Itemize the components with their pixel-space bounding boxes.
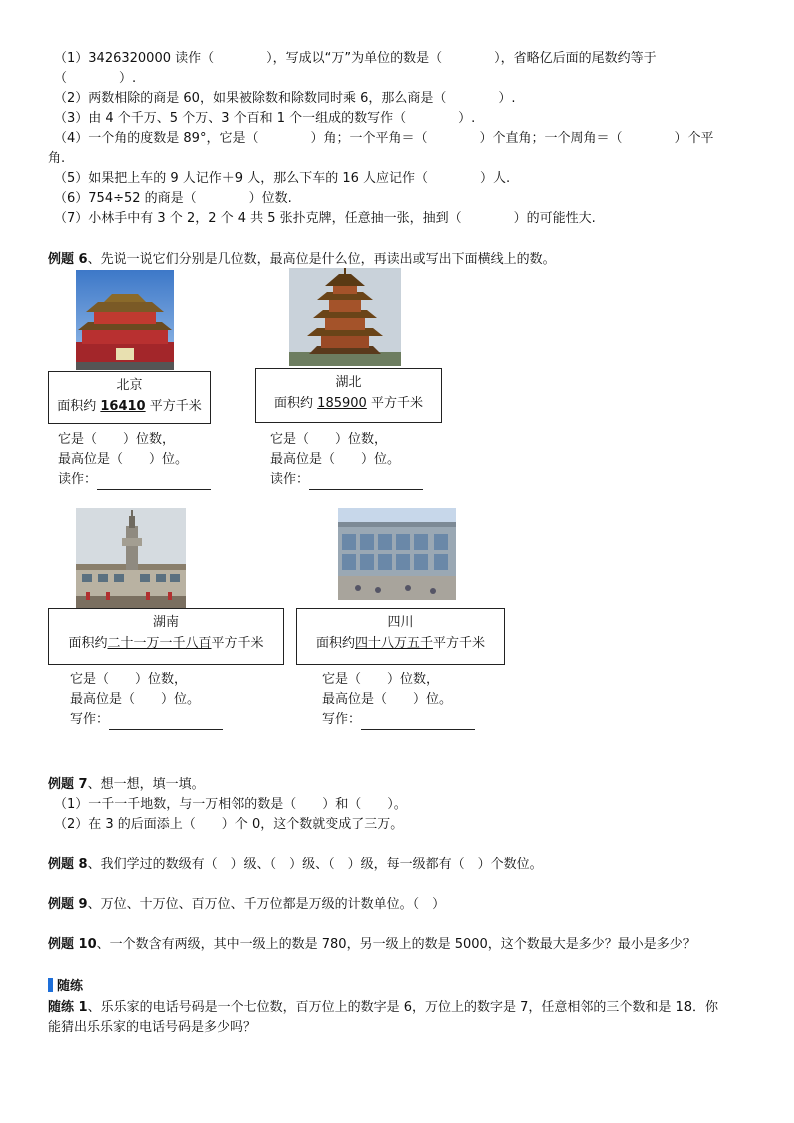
tiananmen-photo: [76, 270, 174, 370]
drill-1-label: 随练 1: [48, 1000, 88, 1015]
example-7-item-2: （2）在 3 的后面添上（ ）个 0，这个数就变成了三万。: [54, 817, 404, 832]
area-value: 185900: [317, 396, 367, 411]
example-7-prompt: [48, 775, 205, 795]
practice-line-2: （2）两数相除的商是 60，如果被除数和除数同时乘 6，那么商是（ ）.: [54, 91, 516, 106]
card-sichuan: [296, 608, 505, 665]
beijing-q-read: [58, 470, 211, 490]
changsha-station-photo: [76, 508, 186, 608]
practice-line-4-cont: 角.: [48, 151, 66, 166]
example-10-label: 例题 10: [48, 937, 97, 952]
area-suffix: 平方千米: [211, 636, 264, 651]
example-10-prompt: [48, 935, 696, 955]
beijing-q-digits: 它是（ ）位数，: [58, 432, 176, 447]
practice-line-1: （1）3426320000 读作（ ），写成以“万”为单位的数是（ ），省略亿后面的尾数约等于: [54, 51, 657, 66]
section-title: [48, 977, 83, 997]
area-suffix: 平方千米: [145, 399, 202, 414]
sichuan-q-highest: 最高位是（ ）位。: [322, 692, 453, 707]
sichuan-q-digits: 它是（ ）位数，: [322, 672, 440, 687]
card-beijing: [48, 371, 211, 424]
practice-line-5: （5）如果把上车的 9 人记作＋9 人，那么下车的 16 人应记作（ ）人.: [54, 171, 511, 186]
area-prefix: 面积约: [274, 396, 318, 411]
write-label: 写作：: [322, 712, 362, 727]
area-suffix: 平方千米: [433, 636, 486, 651]
area-suffix: 平方千米: [366, 396, 423, 411]
card-hunan: [48, 608, 284, 665]
answer-line[interactable]: [361, 715, 475, 730]
read-label: 读作：: [270, 472, 310, 487]
hubei-q-read: [270, 470, 423, 490]
example-6-label: 例题 6: [48, 252, 88, 267]
example-9-label: 例题 9: [48, 897, 88, 912]
example-9-text: 、万位、十万位、百万位、千万位都是万级的计数单位。（ ）: [87, 897, 446, 912]
example-8-prompt: [48, 855, 543, 875]
area-value: 二十一万一千八百: [107, 636, 212, 651]
example-6-text: 、先说一说它们分别是几位数，最高位是什么位，再读出或写出下面横线上的数。: [87, 252, 556, 267]
area-value: 16410: [100, 399, 146, 414]
drill-1-text: 、乐乐家的电话号码是一个七位数，百万位上的数字是 6，万位上的数字是 7，任意相邻的三个数和是 18．你: [87, 1000, 719, 1015]
area-prefix: 面积约: [315, 636, 355, 651]
answer-line[interactable]: [309, 475, 423, 490]
card-sichuan-area: [297, 633, 504, 654]
read-label: 读作：: [58, 472, 98, 487]
card-hunan-name: 湖南: [152, 615, 179, 630]
practice-line-7: （7）小林手中有 3 个 2，2 个 4 共 5 张扑克牌，任意抽一张，抽到（ ）的可能性大.: [54, 211, 596, 226]
write-label: 写作：: [70, 712, 110, 727]
drill-1-line-1: [48, 998, 718, 1018]
card-hubei-name: 湖北: [335, 375, 362, 390]
hubei-q-highest: 最高位是（ ）位。: [270, 452, 401, 467]
section-marker: [48, 978, 53, 992]
card-hubei-area: [256, 393, 441, 414]
practice-line-1-cont: （ ）.: [54, 71, 137, 86]
example-6-prompt: [48, 250, 556, 270]
card-beijing-area: [49, 396, 210, 417]
practice-line-3: （3）由 4 个千万、5 个万、3 个百和 1 个一组成的数写作（ ）.: [54, 111, 476, 126]
area-value: 四十八万五千: [354, 636, 433, 651]
card-beijing-name: 北京: [116, 378, 143, 393]
card-sichuan-name: 四川: [387, 615, 414, 630]
drill-1-line-2: 能猜出乐乐家的电话号码是多少吗？: [48, 1020, 257, 1035]
card-hunan-area: [49, 633, 283, 654]
hunan-q-digits: 它是（ ）位数，: [70, 672, 188, 687]
chengdu-station-photo: [338, 508, 456, 600]
example-10-text: 、一个数含有两级，其中一级上的数是 780，另一级上的数是 5000，这个数最大是多少？最小是多少？: [96, 937, 696, 952]
example-7-item-1: （1）一千一千地数，与一万相邻的数是（ ）和（ ）。: [54, 797, 407, 812]
example-8-label: 例题 8: [48, 857, 88, 872]
card-hubei: [255, 368, 442, 423]
hubei-q-digits: 它是（ ）位数，: [270, 432, 388, 447]
area-prefix: 面积约: [68, 636, 108, 651]
practice-line-4: （4）一个角的度数是 89°，它是（ ）角；一个平角＝（ ）个直角；一个周角＝（ ）个平: [54, 131, 714, 146]
practice-line-6: （6）754÷52 的商是（ ）位数.: [54, 191, 292, 206]
example-7-label: 例题 7: [48, 777, 88, 792]
beijing-q-highest: 最高位是（ ）位。: [58, 452, 189, 467]
example-8-text: 、我们学过的数级有（ ）级、（ ）级、（ ）级，每一级都有（ ）个数位。: [87, 857, 543, 872]
area-prefix: 面积约: [57, 399, 101, 414]
example-7-text: 、想一想，填一填。: [87, 777, 205, 792]
yellow-crane-tower-photo: [289, 268, 401, 366]
sichuan-q-write: [322, 710, 475, 730]
section-title-text: 随练: [57, 979, 84, 994]
answer-line[interactable]: [109, 715, 223, 730]
hunan-q-write: [70, 710, 223, 730]
hunan-q-highest: 最高位是（ ）位。: [70, 692, 201, 707]
answer-line[interactable]: [97, 475, 211, 490]
example-9-prompt: [48, 895, 445, 915]
